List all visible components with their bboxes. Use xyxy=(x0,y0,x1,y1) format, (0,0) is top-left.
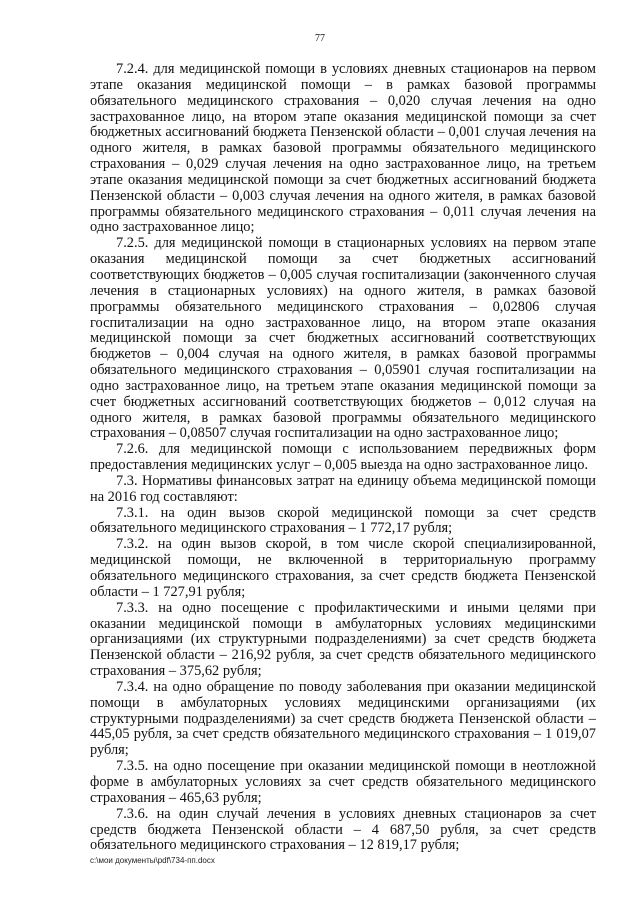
page-number: 77 xyxy=(315,33,325,44)
paragraph-7-2-6: 7.2.6. для медицинской помощи с использованием передвижных форм предоставления медицинских услуг – 0,005 выезда на одно застрахованное лицо. xyxy=(90,441,596,474)
paragraph-7-3: 7.3. Нормативы финансовых затрат на единицу объема медицинской помощи на 2016 год составляют: xyxy=(90,472,596,505)
paragraph-7-3-4: 7.3.4. на одно обращение по поводу заболевания при оказании медицинской помощи в амбулаторных условиях медицинскими организациями (их структурными подразделениями) за счет средств бюджета Пензенской области – 445,05 рубля, за счет средств обязательного медицинского страхования – 1 019,07 рубля; xyxy=(90,678,596,759)
paragraph-7-2-5: 7.2.5. для медицинской помощи в стационарных условиях на первом этапе оказания медицинской помощи за счет бюджетных ассигнований соответствующих бюджетов – 0,005 случая госпитализации (законченного случая лечения в стационарных условиях) на одного жителя, в рамках базовой программы обязательного медицинского страхования – 0,02806 случая госпитализации на одно застрахованное лицо, на втором этапе оказания медицинской помощи за счет бюджетных ассигнований соответствующих бюджетов – 0,004 случая на одного жителя, в рамках базовой программы обязательного медицинского страхования – 0,05901 случая госпитализации на одно застрахованное лицо, на третьем этапе оказания медицинской помощи за счет бюджетных ассигнований соответствующих бюджетов – 0,012 случая на одного жителя, в рамках базовой программы обязательного медицинского страхования – 0,08507 случая госпитализации на одно застрахованное лицо; xyxy=(90,235,596,442)
paragraph-7-3-5: 7.3.5. на одно посещение при оказании медицинской помощи в неотложной форме в амбулаторных условиях за счет средств обязательного медицинского страхования – 465,63 рубля; xyxy=(90,758,596,806)
footer-file-path: c:\мои документы\pdf\734-пп.docx xyxy=(90,856,215,865)
document-body xyxy=(90,62,596,854)
paragraph-7-3-3: 7.3.3. на одно посещение с профилактическими и иными целями при оказании медицинской помощи в амбулаторных условиях медицинскими организациями (их структурными подразделениями) за счет средств бюджета Пензенской области – 216,92 рубля, за счет средств обязательного медицинского страхования – 375,62 рубля; xyxy=(90,599,596,680)
paragraph-7-3-2: 7.3.2. на один вызов скорой, в том числе скорой специализированной, медицинской помощи, не включенной в территориальную программу обязательного медицинского страхования, за счет средств бюджета Пензенской области – 1 727,91 рубля; xyxy=(90,536,596,600)
paragraph-7-2-4: 7.2.4. для медицинской помощи в условиях дневных стационаров на первом этапе оказания медицинской помощи – в рамках базовой программы обязательного медицинского страхования – 0,020 случая лечения на одно застрахованное лицо, на втором этапе оказания медицинской помощи за счет бюджетных ассигнований бюджета Пензенской области – 0,001 случая лечения на одного жителя, в рамках базовой программы обязательного медицинского страхования – 0,029 случая лечения на одно застрахованное лицо, на третьем этапе оказания медицинской помощи за счет бюджетных ассигнований бюджета Пензенской области – 0,003 случая лечения на одного жителя, в рамках базовой программы обязательного медицинского страхования – 0,011 случая лечения на одно застрахованное лицо; xyxy=(90,61,596,236)
paragraph-7-3-1: 7.3.1. на один вызов скорой медицинской помощи за счет средств обязательного медицинского страхования – 1 772,17 рубля; xyxy=(90,504,596,537)
paragraph-7-3-6: 7.3.6. на один случай лечения в условиях дневных стационаров за счет средств бюджета Пензенской области – 4 687,50 рубля, за счет средств обязательного медицинского страхования – 12 819,17 рубля; xyxy=(90,805,596,854)
